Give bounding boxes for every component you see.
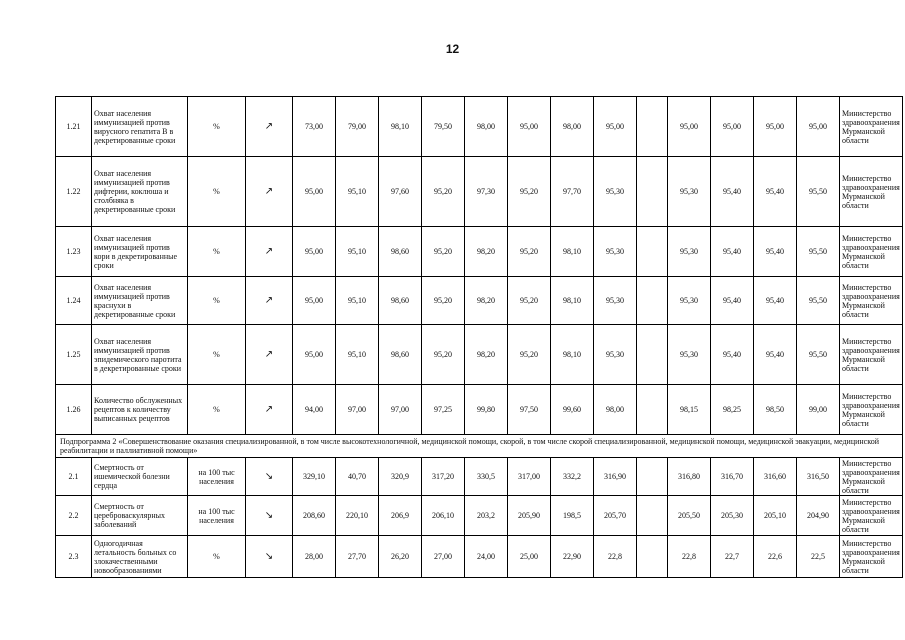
value-cell [637, 227, 668, 277]
value-cell: 95,20 [508, 227, 551, 277]
value-cell: 205,10 [754, 496, 797, 536]
row-number: 2.1 [56, 458, 92, 496]
value-cell: 320,9 [379, 458, 422, 496]
value-cell: 97,70 [551, 157, 594, 227]
trend-arrow-icon: ↘ [246, 536, 293, 578]
indicator-name: Охват населения иммунизацией против дифтерии, коклюша и столбняка в декретированные сроки [92, 157, 188, 227]
value-cell: 97,00 [336, 385, 379, 435]
trend-arrow-icon: ↗ [246, 97, 293, 157]
responsible-org: Министерство здравоохранения Мурманской области [840, 277, 903, 325]
responsible-org: Министерство здравоохранения Мурманской области [840, 458, 903, 496]
row-number: 1.25 [56, 325, 92, 385]
value-cell: 27,00 [422, 536, 465, 578]
value-cell: 95,50 [797, 325, 840, 385]
unit-cell: % [188, 325, 246, 385]
value-cell: 206,9 [379, 496, 422, 536]
value-cell: 95,00 [797, 97, 840, 157]
table-row [56, 325, 903, 385]
table-row [56, 227, 903, 277]
table-row [56, 157, 903, 227]
value-cell: 205,30 [711, 496, 754, 536]
value-cell: 22,7 [711, 536, 754, 578]
page-number: 12 [445, 42, 460, 56]
table-row [56, 496, 903, 536]
unit-cell: % [188, 227, 246, 277]
value-cell: 95,40 [711, 227, 754, 277]
value-cell: 27,70 [336, 536, 379, 578]
value-cell: 198,5 [551, 496, 594, 536]
value-cell: 26,20 [379, 536, 422, 578]
indicator-name: Смертность от ишемической болезни сердца [92, 458, 188, 496]
value-cell: 95,00 [293, 325, 336, 385]
responsible-org: Министерство здравоохранения Мурманской области [840, 157, 903, 227]
trend-arrow-icon: ↗ [246, 385, 293, 435]
value-cell: 95,30 [594, 157, 637, 227]
responsible-org: Министерство здравоохранения Мурманской области [840, 227, 903, 277]
value-cell: 95,10 [336, 277, 379, 325]
value-cell: 208,60 [293, 496, 336, 536]
trend-arrow-icon: ↗ [246, 227, 293, 277]
value-cell: 95,00 [293, 227, 336, 277]
responsible-org: Министерство здравоохранения Мурманской области [840, 97, 903, 157]
unit-cell: % [188, 536, 246, 578]
value-cell: 98,10 [551, 325, 594, 385]
value-cell: 99,80 [465, 385, 508, 435]
value-cell: 316,50 [797, 458, 840, 496]
value-cell: 98,00 [551, 97, 594, 157]
value-cell: 316,60 [754, 458, 797, 496]
value-cell [637, 496, 668, 536]
responsible-org: Министерство здравоохранения Мурманской области [840, 385, 903, 435]
unit-cell: % [188, 385, 246, 435]
value-cell: 98,20 [465, 277, 508, 325]
trend-arrow-icon: ↘ [246, 458, 293, 496]
value-cell: 95,40 [754, 157, 797, 227]
value-cell: 95,40 [754, 277, 797, 325]
trend-arrow-icon: ↗ [246, 157, 293, 227]
value-cell: 95,30 [668, 325, 711, 385]
responsible-org: Министерство здравоохранения Мурманской области [840, 496, 903, 536]
value-cell: 97,25 [422, 385, 465, 435]
indicator-name: Охват населения иммунизацией против вирусного гепатита В в декретированные сроки [92, 97, 188, 157]
value-cell: 73,00 [293, 97, 336, 157]
unit-cell: на 100 тыс населения [188, 496, 246, 536]
value-cell: 95,00 [293, 157, 336, 227]
value-cell: 28,00 [293, 536, 336, 578]
value-cell: 95,20 [508, 157, 551, 227]
value-cell: 95,00 [711, 97, 754, 157]
indicator-name: Смертность от цереброваскулярных заболеваний [92, 496, 188, 536]
value-cell: 95,20 [508, 325, 551, 385]
trend-arrow-icon: ↗ [246, 325, 293, 385]
value-cell: 95,10 [336, 325, 379, 385]
value-cell: 206,10 [422, 496, 465, 536]
value-cell: 22,8 [668, 536, 711, 578]
value-cell: 95,50 [797, 157, 840, 227]
value-cell: 95,50 [797, 227, 840, 277]
trend-arrow-icon: ↘ [246, 496, 293, 536]
value-cell: 95,10 [336, 157, 379, 227]
value-cell: 316,90 [594, 458, 637, 496]
value-cell: 98,60 [379, 277, 422, 325]
value-cell: 95,30 [594, 325, 637, 385]
value-cell: 97,30 [465, 157, 508, 227]
value-cell: 317,20 [422, 458, 465, 496]
row-number: 2.3 [56, 536, 92, 578]
row-number: 2.2 [56, 496, 92, 536]
value-cell: 98,00 [465, 97, 508, 157]
value-cell: 25,00 [508, 536, 551, 578]
value-cell: 98,60 [379, 227, 422, 277]
value-cell: 95,30 [668, 277, 711, 325]
unit-cell: на 100 тыс населения [188, 458, 246, 496]
row-number: 1.24 [56, 277, 92, 325]
value-cell: 95,40 [711, 157, 754, 227]
value-cell: 79,50 [422, 97, 465, 157]
value-cell [637, 536, 668, 578]
value-cell: 24,00 [465, 536, 508, 578]
indicator-name: Одногодичная летальность больных со злокачественными новообразованиями [92, 536, 188, 578]
unit-cell: % [188, 97, 246, 157]
value-cell: 95,40 [711, 325, 754, 385]
value-cell: 205,70 [594, 496, 637, 536]
row-number: 1.23 [56, 227, 92, 277]
indicator-name: Количество обслуженных рецептов к количеству выписанных рецептов [92, 385, 188, 435]
row-number: 1.21 [56, 97, 92, 157]
value-cell [637, 97, 668, 157]
indicator-name: Охват населения иммунизацией против эпидемического паротита в декретированные сроки [92, 325, 188, 385]
value-cell [637, 458, 668, 496]
value-cell: 98,60 [379, 325, 422, 385]
value-cell: 95,20 [422, 157, 465, 227]
value-cell: 95,20 [508, 277, 551, 325]
value-cell: 205,50 [668, 496, 711, 536]
indicator-name: Охват населения иммунизацией против краснухи в декретированные сроки [92, 277, 188, 325]
value-cell: 203,2 [465, 496, 508, 536]
value-cell: 205,90 [508, 496, 551, 536]
value-cell: 97,50 [508, 385, 551, 435]
value-cell: 316,80 [668, 458, 711, 496]
responsible-org: Министерство здравоохранения Мурманской области [840, 536, 903, 578]
value-cell: 98,25 [711, 385, 754, 435]
value-cell: 99,60 [551, 385, 594, 435]
value-cell: 79,00 [336, 97, 379, 157]
value-cell: 95,20 [422, 277, 465, 325]
value-cell: 204,90 [797, 496, 840, 536]
value-cell: 98,10 [551, 277, 594, 325]
value-cell: 95,00 [668, 97, 711, 157]
table-row [56, 97, 903, 157]
value-cell: 95,40 [754, 227, 797, 277]
value-cell: 95,30 [668, 157, 711, 227]
value-cell: 330,5 [465, 458, 508, 496]
value-cell: 22,6 [754, 536, 797, 578]
value-cell: 98,10 [379, 97, 422, 157]
value-cell [637, 385, 668, 435]
value-cell: 95,50 [797, 277, 840, 325]
value-cell: 98,15 [668, 385, 711, 435]
value-cell: 95,30 [668, 227, 711, 277]
value-cell: 95,10 [336, 227, 379, 277]
value-cell: 98,00 [594, 385, 637, 435]
row-number: 1.26 [56, 385, 92, 435]
table-row [56, 458, 903, 496]
row-number: 1.22 [56, 157, 92, 227]
value-cell: 95,40 [754, 325, 797, 385]
value-cell: 98,20 [465, 325, 508, 385]
subprogram-row [56, 435, 903, 458]
value-cell: 22,90 [551, 536, 594, 578]
value-cell: 95,20 [422, 325, 465, 385]
value-cell: 95,40 [711, 277, 754, 325]
value-cell: 220,10 [336, 496, 379, 536]
value-cell: 329,10 [293, 458, 336, 496]
value-cell: 95,00 [508, 97, 551, 157]
table-row [56, 277, 903, 325]
value-cell [637, 157, 668, 227]
value-cell: 95,00 [754, 97, 797, 157]
value-cell: 95,30 [594, 277, 637, 325]
value-cell: 22,8 [594, 536, 637, 578]
value-cell: 98,10 [551, 227, 594, 277]
indicators-table [55, 96, 903, 578]
value-cell: 316,70 [711, 458, 754, 496]
value-cell: 98,20 [465, 227, 508, 277]
value-cell: 332,2 [551, 458, 594, 496]
value-cell [637, 325, 668, 385]
value-cell: 97,60 [379, 157, 422, 227]
value-cell: 95,00 [293, 277, 336, 325]
unit-cell: % [188, 277, 246, 325]
value-cell: 94,00 [293, 385, 336, 435]
value-cell: 22,5 [797, 536, 840, 578]
value-cell [637, 277, 668, 325]
value-cell: 98,50 [754, 385, 797, 435]
trend-arrow-icon: ↗ [246, 277, 293, 325]
subprogram-title: Подпрограмма 2 «Совершенствование оказания специализированной, в том числе высокотехнологичной, медицинской помощи, скорой, в том числе скорой специализированной, медицинской помощи, медицинской эвакуации, медицинской реабилитации и паллиативной помощи» [56, 435, 903, 458]
unit-cell: % [188, 157, 246, 227]
value-cell: 317,00 [508, 458, 551, 496]
indicator-name: Охват населения иммунизацией против кори в декретированные сроки [92, 227, 188, 277]
value-cell: 95,00 [594, 97, 637, 157]
value-cell: 40,70 [336, 458, 379, 496]
table-row [56, 536, 903, 578]
value-cell: 95,30 [594, 227, 637, 277]
value-cell: 95,20 [422, 227, 465, 277]
value-cell: 97,00 [379, 385, 422, 435]
value-cell: 99,00 [797, 385, 840, 435]
table-row [56, 385, 903, 435]
responsible-org: Министерство здравоохранения Мурманской области [840, 325, 903, 385]
